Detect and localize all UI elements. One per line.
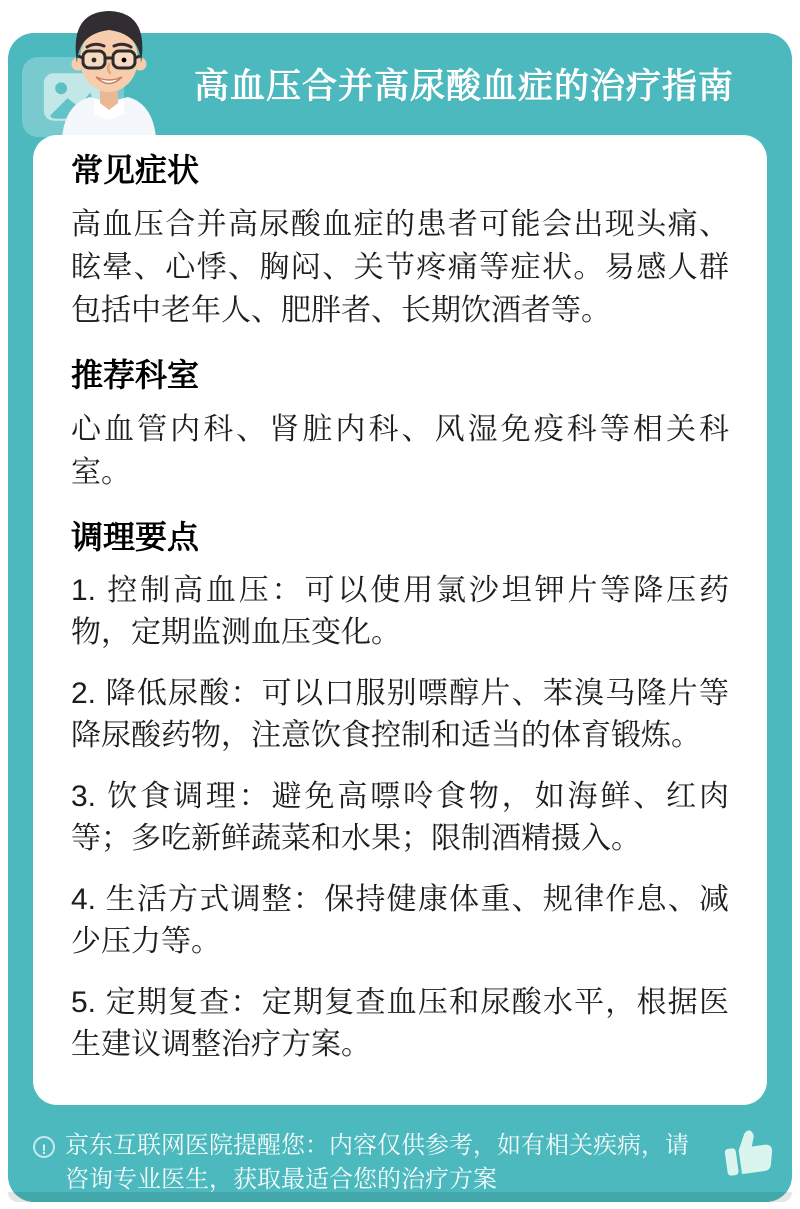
disclaimer-text: 京东互联网医院提醒您：内容仅供参考，如有相关疾病，请咨询专业医生，获取最适合您的治疗方案 <box>65 1132 689 1193</box>
exclamation-circle-icon: ! <box>33 1136 55 1158</box>
list-item: 3. 饮食调理：避免高嘌呤食物，如海鲜、红肉等；多吃新鲜蔬菜和水果；限制酒精摄入。 <box>71 780 729 855</box>
doctor-avatar-illustration <box>44 6 174 138</box>
list-item: 2. 降低尿酸：可以口服别嘌醇片、苯溴马隆片等降尿酸药物，注意饮食控制和适当的体育锻炼。 <box>71 677 729 752</box>
content-card <box>33 135 767 1105</box>
doctor-avatar <box>44 6 174 138</box>
section-body-symptoms: 高血压合并高尿酸血症的患者可能会出现头痛、眩晕、心悸、胸闷、关节疼痛等症状。易感人群包括中老年人、肥胖者、长期饮酒者等。 <box>71 208 729 327</box>
section-heading-symptoms: 常见症状 <box>71 152 200 188</box>
page-title: 高血压合并高尿酸血症的治疗指南 <box>194 67 735 106</box>
care-points-list <box>71 570 729 1066</box>
list-item: 4. 生活方式调整：保持健康体重、规律作息、减少压力等。 <box>71 883 729 958</box>
header <box>8 33 792 135</box>
list-item: 1. 控制高血压：可以使用氯沙坦钾片等降压药物，定期监测血压变化。 <box>71 574 729 649</box>
section-heading-departments: 推荐科室 <box>71 357 200 393</box>
section-heading-care: 调理要点 <box>71 519 200 555</box>
section-body-departments: 心血管内科、肾脏内科、风湿免疫科等相关科室。 <box>71 413 729 489</box>
list-item: 5. 定期复查：定期复查血压和尿酸水平，根据医生建议调整治疗方案。 <box>71 986 729 1061</box>
teal-container <box>8 33 792 1202</box>
footer <box>8 1105 792 1202</box>
thumbs-up-icon <box>719 1123 779 1180</box>
